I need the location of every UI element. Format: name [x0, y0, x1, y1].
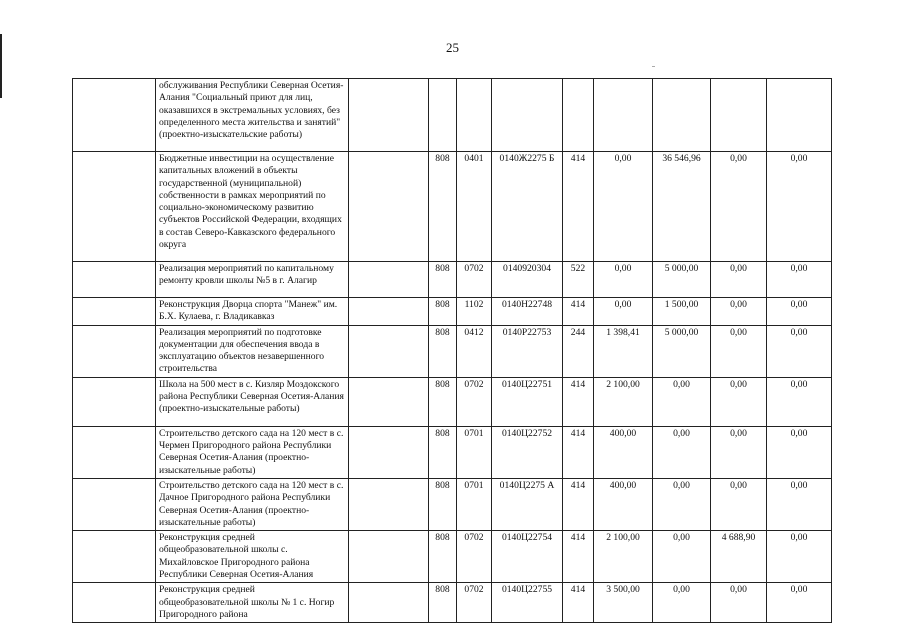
ministry-code: 808	[429, 426, 457, 478]
section-code: 0702	[457, 531, 492, 583]
blank-cell	[349, 262, 429, 298]
section-code: 0701	[457, 478, 492, 530]
target-code: 0140Ц22752	[492, 426, 563, 478]
target-code	[492, 79, 563, 152]
blank-cell	[349, 531, 429, 583]
ministry-code: 808	[429, 478, 457, 530]
table-row	[73, 152, 832, 262]
amount-3: 0,00	[711, 325, 767, 377]
blank-cell	[349, 426, 429, 478]
target-code: 0140Ц22755	[492, 583, 563, 623]
ministry-code: 808	[429, 152, 457, 262]
budget-table	[72, 78, 832, 623]
amount-2: 5 000,00	[653, 325, 711, 377]
table-row	[73, 583, 832, 623]
section-code: 1102	[457, 298, 492, 326]
target-code: 0140Н22748	[492, 298, 563, 326]
amount-3: 0,00	[711, 478, 767, 530]
amount-1: 2 100,00	[594, 377, 653, 426]
expense-type: 414	[563, 152, 594, 262]
blank-cell	[73, 426, 156, 478]
ministry-code: 808	[429, 298, 457, 326]
blank-cell	[349, 79, 429, 152]
table-row	[73, 478, 832, 530]
amount-1: 2 100,00	[594, 531, 653, 583]
table-row	[73, 262, 832, 298]
blank-cell	[349, 152, 429, 262]
amount-2: 0,00	[653, 583, 711, 623]
expense-type: 414	[563, 377, 594, 426]
item-name: обслуживания Республики Северная Осетия-Алания "Социальный приют для лиц, оказавшихся в экстремальных условиях, без определенного места жительства и занятий" (проектно-изыскательские работы)	[156, 79, 349, 152]
amount-1: 0,00	[594, 298, 653, 326]
blank-cell	[73, 325, 156, 377]
blank-cell	[73, 298, 156, 326]
expense-type: 414	[563, 426, 594, 478]
scan-speck	[652, 66, 655, 67]
expense-type: 414	[563, 478, 594, 530]
amount-4: 0,00	[767, 298, 832, 326]
amount-1	[594, 79, 653, 152]
ministry-code: 808	[429, 325, 457, 377]
amount-2	[653, 79, 711, 152]
target-code: 0140Ц22751	[492, 377, 563, 426]
item-name: Реконструкция Дворца спорта "Манеж" им. Б.Х. Кулаева, г. Владикавказ	[156, 298, 349, 326]
amount-1: 0,00	[594, 152, 653, 262]
amount-1: 1 398,41	[594, 325, 653, 377]
ministry-code: 808	[429, 531, 457, 583]
item-name: Строительство детского сада на 120 мест в с. Чермен Пригородного района Республики Северная Осетия-Алания (проектно-изыскательные работы)	[156, 426, 349, 478]
amount-4: 0,00	[767, 377, 832, 426]
amount-3	[711, 79, 767, 152]
amount-2: 1 500,00	[653, 298, 711, 326]
amount-4: 0,00	[767, 478, 832, 530]
table-row	[73, 377, 832, 426]
amount-4	[767, 79, 832, 152]
blank-cell	[73, 79, 156, 152]
amount-4: 0,00	[767, 531, 832, 583]
blank-cell	[73, 377, 156, 426]
blank-cell	[349, 325, 429, 377]
expense-type: 244	[563, 325, 594, 377]
amount-4: 0,00	[767, 426, 832, 478]
blank-cell	[73, 152, 156, 262]
section-code: 0412	[457, 325, 492, 377]
item-name: Строительство детского сада на 120 мест в с. Дачное Пригородного района Республики Северная Осетия-Алания (проектно-изыскательные работы)	[156, 478, 349, 530]
target-code: 0140Ж2275 Б	[492, 152, 563, 262]
target-code: 0140Ц2275 А	[492, 478, 563, 530]
item-name: Бюджетные инвестиции на осуществление капитальных вложений в объекты государственной (муниципальной) собственности в рамках мероприятий по социально-экономическому развитию субъектов Российской Федерации, входящих в состав Северо-Кавказского федерального округа	[156, 152, 349, 262]
amount-2: 0,00	[653, 531, 711, 583]
blank-cell	[73, 262, 156, 298]
amount-2: 0,00	[653, 478, 711, 530]
table-row	[73, 325, 832, 377]
amount-1: 0,00	[594, 262, 653, 298]
item-name: Реконструкция средней общеобразовательной школы с. Михайловское Пригородного района Республики Северная Осетия-Алания	[156, 531, 349, 583]
amount-3: 0,00	[711, 262, 767, 298]
amount-4: 0,00	[767, 262, 832, 298]
target-code: 0140Р22753	[492, 325, 563, 377]
section-code: 0401	[457, 152, 492, 262]
amount-2: 0,00	[653, 426, 711, 478]
amount-3: 0,00	[711, 298, 767, 326]
expense-type	[563, 79, 594, 152]
expense-type: 414	[563, 298, 594, 326]
amount-1: 400,00	[594, 478, 653, 530]
amount-4: 0,00	[767, 325, 832, 377]
blank-cell	[73, 478, 156, 530]
amount-1: 400,00	[594, 426, 653, 478]
table-row	[73, 298, 832, 326]
amount-3: 0,00	[711, 152, 767, 262]
expense-type: 414	[563, 531, 594, 583]
section-code: 0702	[457, 377, 492, 426]
section-code: 0702	[457, 262, 492, 298]
ministry-code: 808	[429, 262, 457, 298]
amount-2: 0,00	[653, 377, 711, 426]
blank-cell	[73, 531, 156, 583]
amount-2: 36 546,96	[653, 152, 711, 262]
page-number: 25	[446, 40, 459, 55]
amount-2: 5 000,00	[653, 262, 711, 298]
item-name: Школа на 500 мест в с. Кизляр Моздокского района Республики Северная Осетия-Алания (проектно-изыскательные работы)	[156, 377, 349, 426]
blank-cell	[349, 583, 429, 623]
target-code: 0140920304	[492, 262, 563, 298]
ministry-code	[429, 79, 457, 152]
table-row	[73, 79, 832, 152]
blank-cell	[349, 377, 429, 426]
item-name: Реализация мероприятий по подготовке документации для обеспечения ввода в эксплуатацию объектов незавершенного строительства	[156, 325, 349, 377]
ministry-code: 808	[429, 583, 457, 623]
table-row	[73, 531, 832, 583]
blank-cell	[73, 583, 156, 623]
table-row	[73, 426, 832, 478]
blank-cell	[349, 298, 429, 326]
amount-3: 4 688,90	[711, 531, 767, 583]
item-name: Реализация мероприятий по капитальному ремонту кровли школы №5 в г. Алагир	[156, 262, 349, 298]
expense-type: 522	[563, 262, 594, 298]
section-code	[457, 79, 492, 152]
section-code: 0702	[457, 583, 492, 623]
expense-type: 414	[563, 583, 594, 623]
item-name: Реконструкция средней общеобразовательной школы № 1 с. Ногир Пригородного района	[156, 583, 349, 623]
ministry-code: 808	[429, 377, 457, 426]
blank-cell	[349, 478, 429, 530]
target-code: 0140Ц22754	[492, 531, 563, 583]
amount-4: 0,00	[767, 152, 832, 262]
amount-4: 0,00	[767, 583, 832, 623]
amount-3: 0,00	[711, 426, 767, 478]
amount-3: 0,00	[711, 583, 767, 623]
section-code: 0701	[457, 426, 492, 478]
amount-1: 3 500,00	[594, 583, 653, 623]
amount-3: 0,00	[711, 377, 767, 426]
